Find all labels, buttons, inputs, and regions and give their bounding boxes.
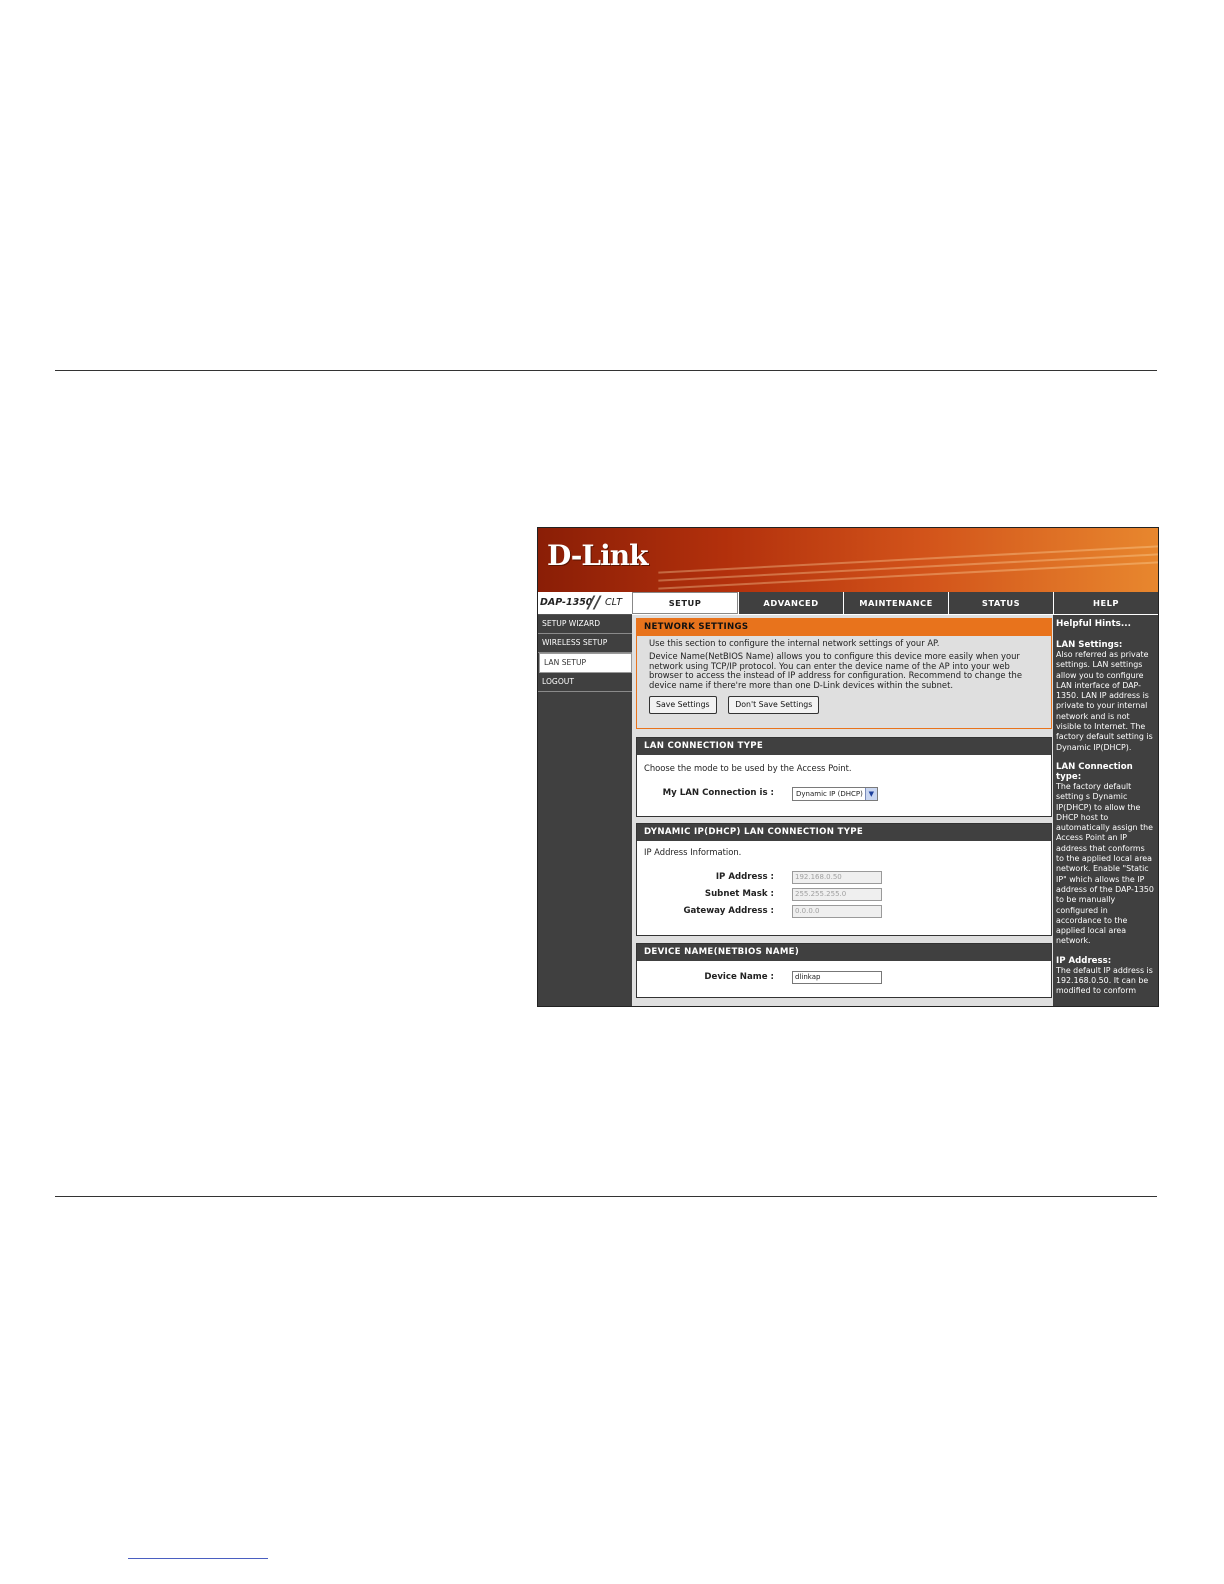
router-admin-screenshot (537, 527, 1159, 1007)
tab-setup[interactable]: SETUP (632, 592, 738, 614)
dhcp-connection-panel (636, 823, 1052, 936)
tab-advanced[interactable]: ADVANCED (738, 592, 843, 614)
main-content (632, 615, 1053, 1006)
hardware-label: CLT (605, 597, 623, 608)
network-settings-description: Device Name(NetBIOS Name) allows you to configure this device more easily when your network using TCP/IP protocol. You can enter the device name of the AP into your web browser to access the instead of IP address for configuration. Recommend to change the device name if there're more than one D-Link devices within the subnet. (649, 650, 1022, 691)
tab-help[interactable]: HELP (1053, 592, 1158, 614)
lan-connection-type-description: Choose the mode to be used by the Access Point. (644, 763, 852, 773)
lan-connection-type-panel (636, 737, 1052, 817)
dhcp-connection-title: DYNAMIC IP(DHCP) LAN CONNECTION TYPE (637, 824, 1051, 841)
device-name-title: DEVICE NAME(NETBIOS NAME) (637, 944, 1051, 961)
helpful-hints-panel (1053, 615, 1158, 1006)
lan-connection-type-title: LAN CONNECTION TYPE (637, 738, 1051, 755)
save-settings-button[interactable]: Save Settings (649, 696, 717, 714)
gateway-address-label: Gateway Address : (683, 905, 774, 916)
help-lan-settings-heading: LAN Settings: (1056, 640, 1123, 650)
helpful-hints-title: Helpful Hints... (1056, 619, 1131, 629)
subnet-mask-field[interactable]: 255.255.255.0 (792, 888, 882, 901)
lan-connection-select[interactable] (792, 787, 878, 801)
network-settings-panel (636, 618, 1052, 729)
network-settings-intro: Use this section to configure the internal network settings of your AP. (649, 638, 940, 648)
device-name-panel (636, 943, 1052, 998)
ip-address-label: IP Address : (715, 871, 774, 882)
divider-slashes-icon: // (588, 593, 601, 613)
lan-connection-label: My LAN Connection is : (662, 787, 774, 798)
help-ip-address-heading: IP Address: (1056, 955, 1112, 966)
gateway-address-field[interactable]: 0.0.0.0 (792, 905, 882, 918)
footer-link-underline[interactable] (128, 1558, 268, 1559)
main-tabs (632, 592, 1158, 614)
sidebar-item-lan-setup[interactable]: LAN SETUP (539, 653, 632, 673)
sidebar-item-logout[interactable]: LOGOUT (538, 673, 632, 692)
sidebar-item-setup-wizard[interactable]: SETUP WIZARD (538, 615, 632, 634)
dont-save-settings-button[interactable]: Don't Save Settings (728, 696, 819, 714)
help-ip-address-text: The default IP address is 192.168.0.50. It can be modified to conform (1056, 965, 1153, 996)
network-settings-title: NETWORK SETTINGS (637, 619, 1051, 636)
sidebar-item-wireless-setup[interactable]: WIRELESS SETUP (538, 634, 632, 653)
ip-address-field[interactable]: 192.168.0.50 (792, 871, 882, 884)
lan-connection-selected-value: Dynamic IP (DHCP) (796, 789, 863, 798)
sidebar (538, 615, 632, 1006)
ip-information-label: IP Address Information. (644, 847, 742, 857)
chevron-down-icon: ▼ (865, 788, 877, 800)
dlink-logo: D-Link (547, 539, 648, 572)
tab-maintenance[interactable]: MAINTENANCE (843, 592, 948, 614)
device-name-label: Device Name : (704, 972, 774, 982)
page-top-rule (55, 370, 1157, 371)
page-bottom-rule (55, 1196, 1157, 1197)
model-bar (538, 592, 632, 615)
device-name-field[interactable]: dlinkap (792, 971, 882, 984)
subnet-mask-label: Subnet Mask : (704, 888, 774, 899)
tab-status[interactable]: STATUS (948, 592, 1053, 614)
dlink-banner (538, 528, 1158, 592)
model-label: DAP-1350 (540, 597, 593, 608)
help-lan-connection-text: The factory default setting s Dynamic IP(DHCP) to allow the DHCP host to automatically assign the Access Point an IP address that conforms to the applied local area network. Enable "Static IP" which allows the IP address of the DAP-1350 to be manually configured in accordance to the applied local area network. (1056, 781, 1154, 946)
help-lan-settings-text: Also referred as private settings. LAN settings allow you to configure LAN interface of DAP-1350. LAN IP address is private to your internal network and is not visible to Internet. The factory default setting is Dynamic IP(DHCP). (1056, 650, 1153, 752)
help-lan-connection-heading: LAN Connection type: (1056, 761, 1133, 782)
